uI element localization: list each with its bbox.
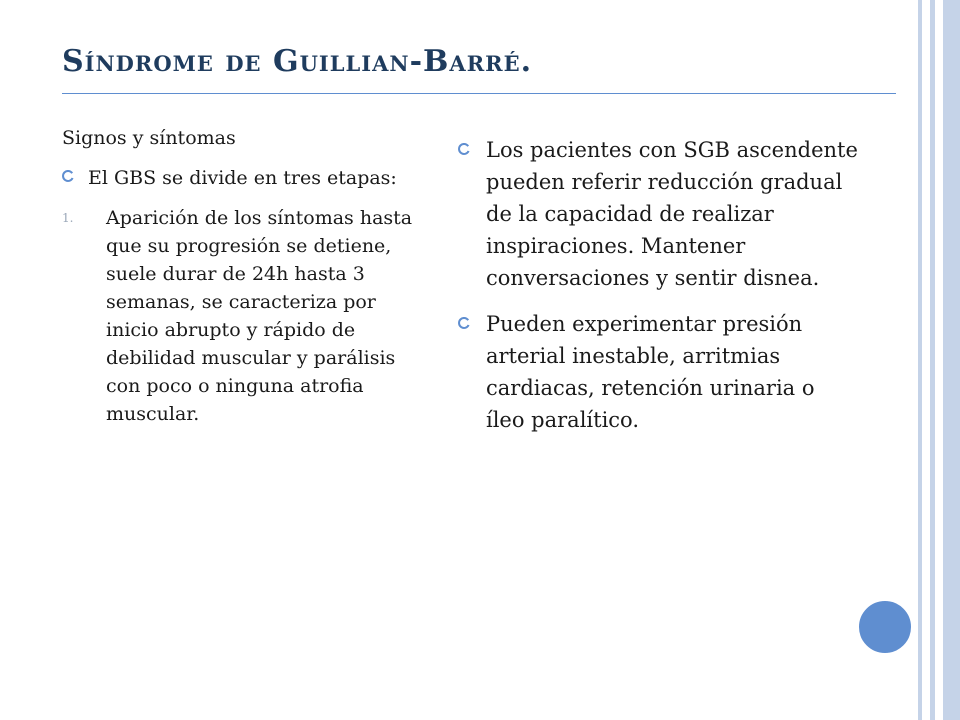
decorative-stripe <box>935 0 943 720</box>
decorative-stripe <box>922 0 930 720</box>
numbered-item-text: Aparición de los síntomas hasta que su progresión se detiene, suele durar de 24h hasta 3 semanas, se caracteriza por inicio abrupto y rápido de debilidad muscular y parálisis con poco o ninguna atrofia muscular. <box>106 207 413 425</box>
bullet-text: Pueden experimentar presión arterial inestable, arritmias cardiacas, retención urinaria o íleo paralítico. <box>486 312 815 432</box>
bullet-icon <box>458 143 470 155</box>
numbered-item <box>62 204 432 428</box>
item-number: 1. <box>62 211 74 225</box>
bullet-item <box>62 164 432 192</box>
bullet-text: Los pacientes con SGB ascendente pueden referir reducción gradual de la capacidad de realizar inspiraciones. Mantener conversaciones y sentir disnea. <box>486 138 858 290</box>
decorative-stripe <box>943 0 960 720</box>
title-underline <box>62 93 896 94</box>
left-column <box>62 124 432 428</box>
slide-title: Síndrome de Guillian-Barré. <box>62 44 533 79</box>
bullet-icon <box>458 317 470 329</box>
right-column <box>458 134 858 450</box>
bullet-item <box>458 134 858 294</box>
section-heading: Signos y síntomas <box>62 127 236 149</box>
bullet-text: El GBS se divide en tres etapas: <box>88 167 397 189</box>
slide-title-area <box>62 44 902 79</box>
bullet-item <box>458 308 858 436</box>
decorative-circle-icon <box>856 598 914 656</box>
bullet-icon <box>62 170 74 182</box>
